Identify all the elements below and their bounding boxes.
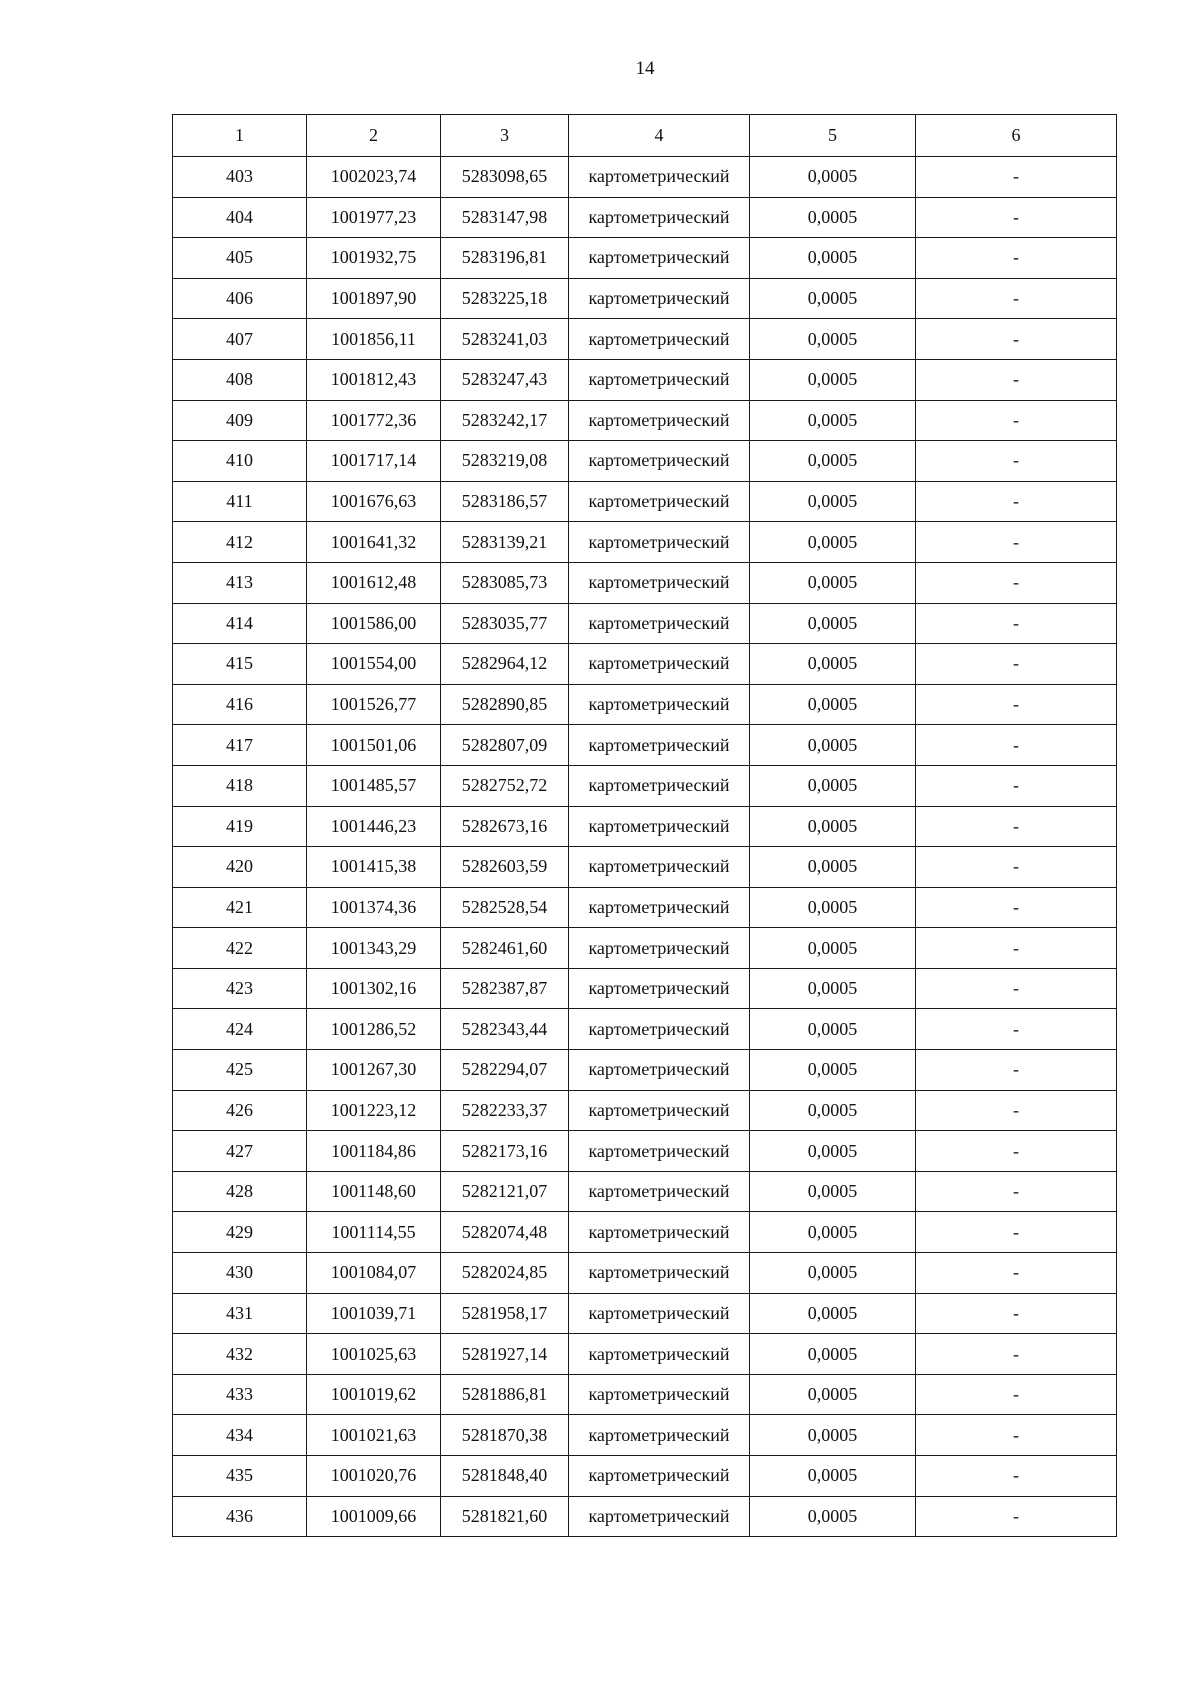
page-number: 14 [635, 58, 655, 79]
x-coordinate-cell: 1001485,57 [307, 765, 441, 806]
method-cell: картометрический [569, 603, 750, 644]
y-coordinate-cell: 5283147,98 [441, 197, 569, 238]
y-coordinate-cell: 5283196,81 [441, 238, 569, 279]
description-cell: - [916, 441, 1117, 482]
y-coordinate-cell: 5281870,38 [441, 1415, 569, 1456]
description-cell: - [916, 887, 1117, 928]
x-coordinate-cell: 1001286,52 [307, 1009, 441, 1050]
description-cell: - [916, 1131, 1117, 1172]
precision-cell: 0,0005 [750, 1253, 916, 1294]
method-cell: картометрический [569, 1496, 750, 1537]
y-coordinate-cell: 5283035,77 [441, 603, 569, 644]
table-row [173, 1334, 1117, 1375]
table-row [173, 562, 1117, 603]
y-coordinate-cell: 5282461,60 [441, 928, 569, 969]
point-number-cell: 432 [173, 1334, 307, 1375]
point-number-cell: 412 [173, 522, 307, 563]
point-number-cell: 413 [173, 562, 307, 603]
precision-cell: 0,0005 [750, 684, 916, 725]
precision-cell: 0,0005 [750, 887, 916, 928]
y-coordinate-cell: 5282890,85 [441, 684, 569, 725]
precision-cell: 0,0005 [750, 1293, 916, 1334]
description-cell: - [916, 197, 1117, 238]
description-cell: - [916, 1253, 1117, 1294]
method-cell: картометрический [569, 1050, 750, 1091]
y-coordinate-cell: 5281886,81 [441, 1374, 569, 1415]
description-cell: - [916, 725, 1117, 766]
precision-cell: 0,0005 [750, 1374, 916, 1415]
y-coordinate-cell: 5283085,73 [441, 562, 569, 603]
point-number-cell: 417 [173, 725, 307, 766]
table-row [173, 1050, 1117, 1091]
method-cell: картометрический [569, 887, 750, 928]
x-coordinate-cell: 1001772,36 [307, 400, 441, 441]
table-row [173, 928, 1117, 969]
column-header: 2 [307, 115, 441, 157]
description-cell: - [916, 481, 1117, 522]
table-row [173, 400, 1117, 441]
column-header: 5 [750, 115, 916, 157]
point-number-cell: 429 [173, 1212, 307, 1253]
description-cell: - [916, 1496, 1117, 1537]
point-number-cell: 416 [173, 684, 307, 725]
description-cell: - [916, 684, 1117, 725]
point-number-cell: 404 [173, 197, 307, 238]
table-row [173, 1212, 1117, 1253]
method-cell: картометрический [569, 1334, 750, 1375]
precision-cell: 0,0005 [750, 522, 916, 563]
method-cell: картометрический [569, 806, 750, 847]
point-number-cell: 407 [173, 319, 307, 360]
y-coordinate-cell: 5281927,14 [441, 1334, 569, 1375]
y-coordinate-cell: 5282024,85 [441, 1253, 569, 1294]
x-coordinate-cell: 1001184,86 [307, 1131, 441, 1172]
description-cell: - [916, 968, 1117, 1009]
table-header [173, 115, 1117, 157]
description-cell: - [916, 1374, 1117, 1415]
method-cell: картометрический [569, 1253, 750, 1294]
table-row [173, 684, 1117, 725]
description-cell: - [916, 278, 1117, 319]
x-coordinate-cell: 1001977,23 [307, 197, 441, 238]
precision-cell: 0,0005 [750, 968, 916, 1009]
x-coordinate-cell: 1001114,55 [307, 1212, 441, 1253]
method-cell: картометрический [569, 481, 750, 522]
table-row [173, 1009, 1117, 1050]
point-number-cell: 411 [173, 481, 307, 522]
table-row [173, 1374, 1117, 1415]
method-cell: картометрический [569, 765, 750, 806]
point-number-cell: 415 [173, 644, 307, 685]
y-coordinate-cell: 5283139,21 [441, 522, 569, 563]
y-coordinate-cell: 5283186,57 [441, 481, 569, 522]
point-number-cell: 422 [173, 928, 307, 969]
y-coordinate-cell: 5282074,48 [441, 1212, 569, 1253]
y-coordinate-cell: 5281848,40 [441, 1456, 569, 1497]
point-number-cell: 431 [173, 1293, 307, 1334]
x-coordinate-cell: 1001812,43 [307, 359, 441, 400]
method-cell: картометрический [569, 968, 750, 1009]
x-coordinate-cell: 1001554,00 [307, 644, 441, 685]
method-cell: картометрический [569, 1456, 750, 1497]
method-cell: картометрический [569, 197, 750, 238]
method-cell: картометрический [569, 157, 750, 198]
table-row [173, 644, 1117, 685]
point-number-cell: 433 [173, 1374, 307, 1415]
precision-cell: 0,0005 [750, 847, 916, 888]
point-number-cell: 424 [173, 1009, 307, 1050]
x-coordinate-cell: 1001415,38 [307, 847, 441, 888]
point-number-cell: 419 [173, 806, 307, 847]
description-cell: - [916, 644, 1117, 685]
x-coordinate-cell: 1001223,12 [307, 1090, 441, 1131]
table-row [173, 1456, 1117, 1497]
table-row [173, 603, 1117, 644]
method-cell: картометрический [569, 1009, 750, 1050]
x-coordinate-cell: 1001717,14 [307, 441, 441, 482]
y-coordinate-cell: 5282807,09 [441, 725, 569, 766]
point-number-cell: 420 [173, 847, 307, 888]
table-row [173, 806, 1117, 847]
description-cell: - [916, 1212, 1117, 1253]
table-row [173, 1131, 1117, 1172]
column-header: 6 [916, 115, 1117, 157]
point-number-cell: 403 [173, 157, 307, 198]
precision-cell: 0,0005 [750, 1009, 916, 1050]
method-cell: картометрический [569, 1090, 750, 1131]
precision-cell: 0,0005 [750, 157, 916, 198]
y-coordinate-cell: 5282233,37 [441, 1090, 569, 1131]
x-coordinate-cell: 1001302,16 [307, 968, 441, 1009]
description-cell: - [916, 1415, 1117, 1456]
table-row [173, 1415, 1117, 1456]
method-cell: картометрический [569, 441, 750, 482]
table-row [173, 238, 1117, 279]
coordinates-table [172, 114, 1117, 1537]
method-cell: картометрический [569, 1293, 750, 1334]
description-cell: - [916, 847, 1117, 888]
y-coordinate-cell: 5282603,59 [441, 847, 569, 888]
method-cell: картометрический [569, 1171, 750, 1212]
precision-cell: 0,0005 [750, 481, 916, 522]
description-cell: - [916, 765, 1117, 806]
point-number-cell: 409 [173, 400, 307, 441]
table-row [173, 441, 1117, 482]
x-coordinate-cell: 1001025,63 [307, 1334, 441, 1375]
precision-cell: 0,0005 [750, 562, 916, 603]
description-cell: - [916, 522, 1117, 563]
description-cell: - [916, 562, 1117, 603]
table-row [173, 1293, 1117, 1334]
x-coordinate-cell: 1001148,60 [307, 1171, 441, 1212]
precision-cell: 0,0005 [750, 1050, 916, 1091]
description-cell: - [916, 1456, 1117, 1497]
point-number-cell: 425 [173, 1050, 307, 1091]
description-cell: - [916, 1050, 1117, 1091]
method-cell: картометрический [569, 238, 750, 279]
description-cell: - [916, 400, 1117, 441]
x-coordinate-cell: 1001586,00 [307, 603, 441, 644]
method-cell: картометрический [569, 562, 750, 603]
table-row [173, 887, 1117, 928]
table-row [173, 522, 1117, 563]
point-number-cell: 434 [173, 1415, 307, 1456]
x-coordinate-cell: 1001084,07 [307, 1253, 441, 1294]
table-row [173, 157, 1117, 198]
method-cell: картометрический [569, 847, 750, 888]
precision-cell: 0,0005 [750, 359, 916, 400]
method-cell: картометрический [569, 1415, 750, 1456]
description-cell: - [916, 1090, 1117, 1131]
y-coordinate-cell: 5283242,17 [441, 400, 569, 441]
table-row [173, 278, 1117, 319]
x-coordinate-cell: 1001501,06 [307, 725, 441, 766]
precision-cell: 0,0005 [750, 1496, 916, 1537]
point-number-cell: 423 [173, 968, 307, 1009]
y-coordinate-cell: 5282387,87 [441, 968, 569, 1009]
table-row [173, 1496, 1117, 1537]
point-number-cell: 406 [173, 278, 307, 319]
table-row [173, 725, 1117, 766]
table-row [173, 197, 1117, 238]
precision-cell: 0,0005 [750, 725, 916, 766]
description-cell: - [916, 1293, 1117, 1334]
x-coordinate-cell: 1001856,11 [307, 319, 441, 360]
table-row [173, 359, 1117, 400]
precision-cell: 0,0005 [750, 1131, 916, 1172]
precision-cell: 0,0005 [750, 400, 916, 441]
description-cell: - [916, 157, 1117, 198]
precision-cell: 0,0005 [750, 1456, 916, 1497]
method-cell: картометрический [569, 400, 750, 441]
precision-cell: 0,0005 [750, 644, 916, 685]
x-coordinate-cell: 1001932,75 [307, 238, 441, 279]
precision-cell: 0,0005 [750, 806, 916, 847]
method-cell: картометрический [569, 928, 750, 969]
method-cell: картометрический [569, 644, 750, 685]
precision-cell: 0,0005 [750, 1090, 916, 1131]
x-coordinate-cell: 1001021,63 [307, 1415, 441, 1456]
method-cell: картометрический [569, 359, 750, 400]
table-row [173, 1171, 1117, 1212]
y-coordinate-cell: 5283225,18 [441, 278, 569, 319]
x-coordinate-cell: 1001676,63 [307, 481, 441, 522]
y-coordinate-cell: 5283219,08 [441, 441, 569, 482]
table-row [173, 1253, 1117, 1294]
point-number-cell: 414 [173, 603, 307, 644]
column-header: 3 [441, 115, 569, 157]
y-coordinate-cell: 5282964,12 [441, 644, 569, 685]
precision-cell: 0,0005 [750, 319, 916, 360]
x-coordinate-cell: 1001446,23 [307, 806, 441, 847]
column-header: 4 [569, 115, 750, 157]
method-cell: картометрический [569, 319, 750, 360]
precision-cell: 0,0005 [750, 238, 916, 279]
x-coordinate-cell: 1001009,66 [307, 1496, 441, 1537]
y-coordinate-cell: 5282673,16 [441, 806, 569, 847]
y-coordinate-cell: 5282343,44 [441, 1009, 569, 1050]
y-coordinate-cell: 5282294,07 [441, 1050, 569, 1091]
method-cell: картометрический [569, 278, 750, 319]
description-cell: - [916, 603, 1117, 644]
method-cell: картометрический [569, 684, 750, 725]
y-coordinate-cell: 5283247,43 [441, 359, 569, 400]
x-coordinate-cell: 1001020,76 [307, 1456, 441, 1497]
table-body [173, 157, 1117, 1537]
point-number-cell: 428 [173, 1171, 307, 1212]
point-number-cell: 418 [173, 765, 307, 806]
method-cell: картометрический [569, 725, 750, 766]
precision-cell: 0,0005 [750, 441, 916, 482]
precision-cell: 0,0005 [750, 1415, 916, 1456]
precision-cell: 0,0005 [750, 1171, 916, 1212]
x-coordinate-cell: 1001641,32 [307, 522, 441, 563]
description-cell: - [916, 928, 1117, 969]
y-coordinate-cell: 5281821,60 [441, 1496, 569, 1537]
point-number-cell: 410 [173, 441, 307, 482]
table-row [173, 319, 1117, 360]
table-row [173, 481, 1117, 522]
y-coordinate-cell: 5282173,16 [441, 1131, 569, 1172]
description-cell: - [916, 806, 1117, 847]
description-cell: - [916, 359, 1117, 400]
x-coordinate-cell: 1001612,48 [307, 562, 441, 603]
method-cell: картометрический [569, 1212, 750, 1253]
precision-cell: 0,0005 [750, 765, 916, 806]
x-coordinate-cell: 1001039,71 [307, 1293, 441, 1334]
x-coordinate-cell: 1001374,36 [307, 887, 441, 928]
point-number-cell: 408 [173, 359, 307, 400]
method-cell: картометрический [569, 1131, 750, 1172]
x-coordinate-cell: 1001897,90 [307, 278, 441, 319]
point-number-cell: 430 [173, 1253, 307, 1294]
y-coordinate-cell: 5282752,72 [441, 765, 569, 806]
y-coordinate-cell: 5282528,54 [441, 887, 569, 928]
method-cell: картометрический [569, 1374, 750, 1415]
point-number-cell: 435 [173, 1456, 307, 1497]
method-cell: картометрический [569, 522, 750, 563]
precision-cell: 0,0005 [750, 928, 916, 969]
precision-cell: 0,0005 [750, 1334, 916, 1375]
point-number-cell: 426 [173, 1090, 307, 1131]
point-number-cell: 427 [173, 1131, 307, 1172]
table-row [173, 765, 1117, 806]
y-coordinate-cell: 5281958,17 [441, 1293, 569, 1334]
precision-cell: 0,0005 [750, 197, 916, 238]
table-row [173, 1090, 1117, 1131]
precision-cell: 0,0005 [750, 278, 916, 319]
x-coordinate-cell: 1002023,74 [307, 157, 441, 198]
precision-cell: 0,0005 [750, 603, 916, 644]
x-coordinate-cell: 1001267,30 [307, 1050, 441, 1091]
x-coordinate-cell: 1001019,62 [307, 1374, 441, 1415]
description-cell: - [916, 1334, 1117, 1375]
description-cell: - [916, 319, 1117, 360]
x-coordinate-cell: 1001526,77 [307, 684, 441, 725]
precision-cell: 0,0005 [750, 1212, 916, 1253]
y-coordinate-cell: 5283098,65 [441, 157, 569, 198]
x-coordinate-cell: 1001343,29 [307, 928, 441, 969]
header-row [173, 115, 1117, 157]
point-number-cell: 405 [173, 238, 307, 279]
description-cell: - [916, 238, 1117, 279]
description-cell: - [916, 1009, 1117, 1050]
table-row [173, 847, 1117, 888]
point-number-cell: 436 [173, 1496, 307, 1537]
column-header: 1 [173, 115, 307, 157]
y-coordinate-cell: 5282121,07 [441, 1171, 569, 1212]
table-row [173, 968, 1117, 1009]
y-coordinate-cell: 5283241,03 [441, 319, 569, 360]
description-cell: - [916, 1171, 1117, 1212]
point-number-cell: 421 [173, 887, 307, 928]
